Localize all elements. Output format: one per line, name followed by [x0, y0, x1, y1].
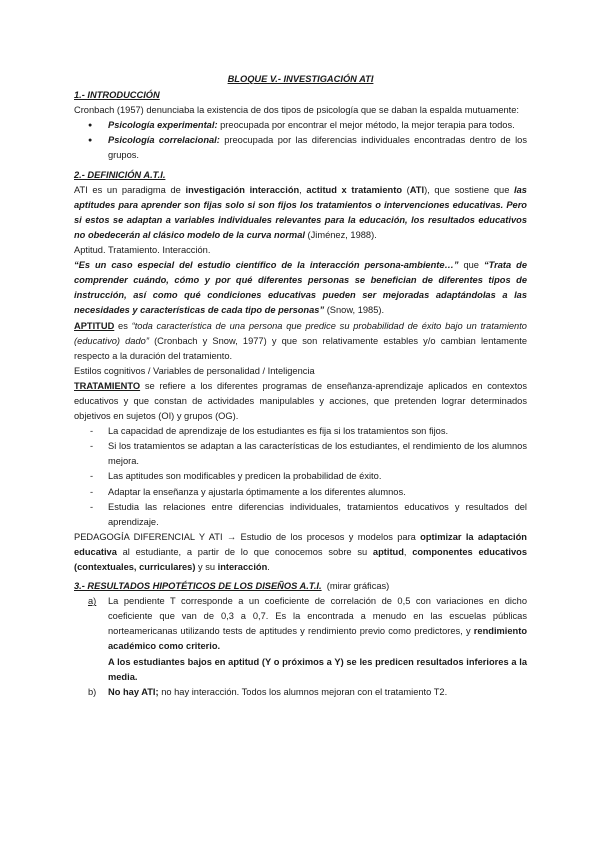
section-1-bullets: [74, 118, 527, 163]
aptitud-definition: APTITUD es “toda característica de una persona que predice su probabilidad de éxito bajo un tratamiento (educativo) dado” (Cronbach y Snow, 1977) y que son relativamente estables y/o cambian lentamente respecto a la duración del tratamiento.: [74, 320, 527, 361]
section-3-note: (mirar gráficas): [321, 581, 390, 592]
section-3-heading-line: [74, 579, 527, 594]
section-1-intro: Cronbach (1957) denunciaba la existencia de dos tipos de psicología que se daban la espalda mutuamente:: [74, 105, 520, 116]
snow-quote: “Es un caso especial del estudio científico de la interacción persona-ambiente…” que “Trata de comprender cuándo, cómo y por qué diferentes personas se benefician de diferentes tipos de instrucción, así como qué condiciones educativas pueden ser mejoradas adaptándolas a las necesidades y características de cada tipo de personas” (Snow, 1985).: [74, 260, 527, 316]
document-content: [74, 72, 527, 700]
section-1-heading: 1.- INTRODUCCIÓN: [74, 90, 160, 101]
section-2-heading: 2.- DEFINICIÓN A.T.I.: [74, 169, 166, 180]
bullet-item: ● Psicología experimental: preocupada por encontrar el mejor método, la mejor terapia para todos.: [74, 118, 527, 133]
item-marker: a): [88, 596, 97, 607]
result-item-a: a) La pendiente T corresponde a un coeficiente de correlación de 0,5 con variaciones en dicho coeficiente que van de 0,3 a 0,7. Es la encontrada a menudo en las escuelas públicas norteamericanas utilizando tests de aptitudes y rendimiento previo como predictores, y rendimiento académico como criterio. A los estudiantes bajos en aptitud (Y o próximos a Y) se les predicen resultados inferiores a la media.: [88, 596, 527, 682]
dash-item: - Las aptitudes son modificables y predicen la probabilidad de éxito.: [74, 469, 527, 484]
ati-definition: ATI es un paradigma de investigación interacción, actitud x tratamiento (ATI), que sostiene que las aptitudes para aprender son fijas solo si son fijos los tratamientos o intervenciones educativas. Pero si estos se adaptan a variables individuales relevantes para la educación, los resultados educativos no obedecerán al clásico modelo de la curva normal (Jiménez, 1988).: [74, 184, 527, 240]
terms-line: Aptitud. Tratamiento. Interacción.: [74, 245, 211, 256]
dash-item: - Si los tratamientos se adaptan a las características de los estudiantes, el rendimiento de los alumnos mejora.: [74, 439, 527, 469]
result-item-b: b) No hay ATI; no hay interacción. Todos los alumnos mejoran con el tratamiento T2.: [74, 685, 527, 700]
section-2-dash-list: [74, 424, 527, 530]
estilos-line: Estilos cognitivos / Variables de personalidad / Inteligencia: [74, 365, 315, 376]
document-title: BLOQUE V.- INVESTIGACIÓN ATI: [227, 74, 374, 84]
tratamiento-definition: TRATAMIENTO se refiere a los diferentes programas de enseñanza-aprendizaje aplicados en contextos educativos y que constan de actividades manipulables y acciones, que pretenden lograr determinados objetivos en sujetos (OI) y grupos (OG).: [74, 380, 527, 422]
pedagogia-paragraph: PEDAGOGÍA DIFERENCIAL Y ATI → Estudio de los procesos y modelos para optimizar la adaptación educativa al estudiante, a partir de lo que conocemos sobre su aptitud, componentes educativos (contextuales, curriculares) y su interacción.: [74, 531, 528, 572]
bullet-item: ● Psicología correlacional: preocupada por las diferencias individuales encontradas dentro de los grupos.: [74, 133, 527, 163]
section-3-list: [74, 594, 527, 700]
dash-item: - La capacidad de aprendizaje de los estudiantes es fija si los tratamientos son fijos.: [74, 424, 527, 439]
dash-item: - Adaptar la enseñanza y ajustarla óptimamente a los diferentes alumnos.: [74, 485, 527, 500]
section-3-heading: 3.- RESULTADOS HIPOTÉTICOS DE LOS DISEÑOS A.T.I.: [74, 581, 322, 592]
item-marker: b): [88, 686, 97, 697]
dash-item: - Estudia las relaciones entre diferencias individuales, tratamientos educativos y resultados del aprendizaje.: [74, 500, 527, 530]
